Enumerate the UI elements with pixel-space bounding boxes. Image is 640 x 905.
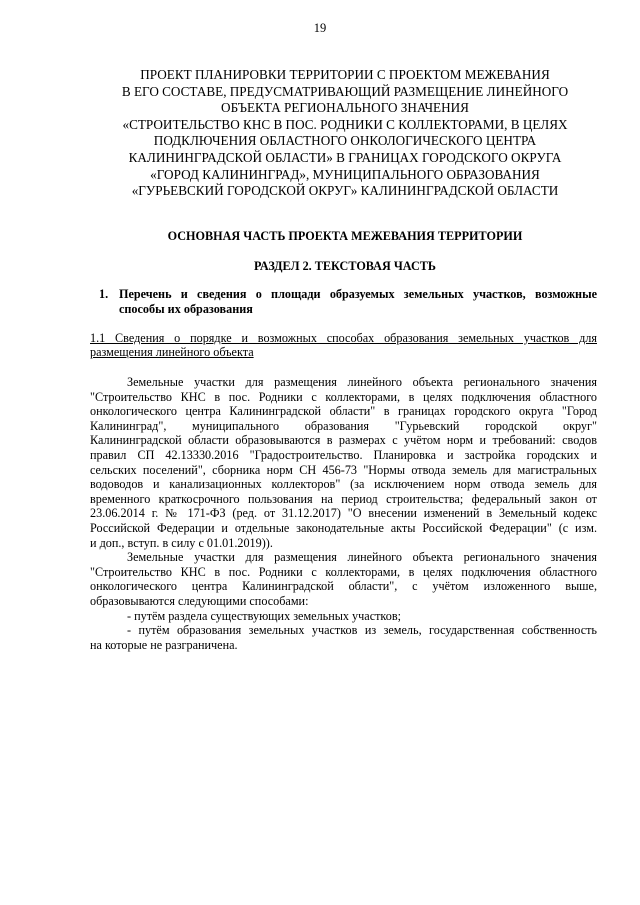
text-line: водоводов и канализационных коллекторов" (за исключением норм отвода земель для [90,477,597,492]
text-line: Калининград", муниципального образования "Гурьевский городской округ" [90,418,597,433]
bullet-item-continuation: на которые не разграничена. [90,637,238,652]
body-text [90,375,597,652]
section-heading: РАЗДЕЛ 2. ТЕКСТОВАЯ ЧАСТЬ [254,259,436,273]
paragraph-1 [90,375,597,550]
text-line: и доп., вступ. в силу с 01.01.2019)). [90,535,273,550]
title-line: ПРОЕКТ ПЛАНИРОВКИ ТЕРРИТОРИИ С ПРОЕКТОМ МЕЖЕВАНИЯ [140,67,550,82]
subsection-line: размещения линейного объекта [90,345,254,359]
text-line: сельских поселений", сборника норм СН 456-73 "Нормы отвода земель для магистральных [90,462,597,477]
text-line: 23.06.2014 г. № 171-ФЗ (ред. от 31.12.2017) "О внесении изменений в Земельный кодекс [90,506,597,521]
text-line: "Строительство КНС в пос. Родники с коллекторами, в целях подключения областного [90,389,597,404]
text-line: образовываются следующими способами: [90,593,309,608]
main-heading: ОСНОВНАЯ ЧАСТЬ ПРОЕКТА МЕЖЕВАНИЯ ТЕРРИТОРИИ [167,229,523,243]
title-line: «ГОРОД КАЛИНИНГРАД», МУНИЦИПАЛЬНОГО ОБРАЗОВАНИЯ [150,166,540,182]
item-number: 1. [99,287,109,301]
paragraph-2 [90,550,597,608]
subsection-line: 1.1 Сведения о порядке и возможных способах образования земельных участков для [90,331,597,345]
text-line: временного краткосрочного пользования на период строительства; федеральный закон от [90,491,597,506]
title-line: КАЛИНИНГРАДСКОЙ ОБЛАСТИ» В ГРАНИЦАХ ГОРОДСКОГО ОКРУГА [128,149,562,165]
bullet-item: - путём раздела существующих земельных участков; [127,608,401,623]
item-text-line: Перечень и сведения о площади образуемых земельных участков, возможные [119,287,597,301]
bullet-list [90,609,597,653]
text-line: Земельные участки для размещения линейного объекта регионального значения [127,550,597,565]
page-number: 19 [313,21,327,35]
item-text [119,287,597,317]
title-line: ОБЪЕКТА РЕГИОНАЛЬНОГО ЗНАЧЕНИЯ [221,100,469,116]
title-line: «СТРОИТЕЛЬСТВО КНС В ПОС. РОДНИКИ С КОЛЛЕКТОРАМИ, В ЦЕЛЯХ [122,116,568,132]
text-line: онкологического центра Калининградской области" в границах городского округа "Город [90,404,597,419]
text-line: Земельные участки для размещения линейного объекта регионального значения [127,375,597,389]
text-line: "Строительство КНС в пос. Родники с коллекторами, в целях подключения областного [90,564,597,579]
bullet-item: - путём образования земельных участков из земель, государственная собственность [127,623,597,638]
title-line: «ГУРЬЕВСКИЙ ГОРОДСКОЙ ОКРУГ» КАЛИНИНГРАДСКОЙ ОБЛАСТИ [131,183,559,199]
subsection-heading [90,331,597,359]
text-line: правил СП 42.13330.2016 "Градостроительство. Планировка и застройка городских и [90,447,597,462]
title-line: ПОДКЛЮЧЕНИЯ ОБЛАСТНОГО ОНКОЛОГИЧЕСКОГО ЦЕНТРА [153,133,537,149]
title-line: В ЕГО СОСТАВЕ, ПРЕДУСМАТРИВАЮЩИЙ РАЗМЕЩЕНИЕ ЛИНЕЙНОГО [121,83,569,99]
item-text-line: способы их образования [119,302,253,316]
text-line: онкологического центра Калининградской области", с учётом изложенного выше, [90,579,597,594]
text-line: Российской Федерации и отдельные законодательные акты Российской Федерации" (с изм. [90,520,597,535]
document-title [90,67,600,200]
text-line: Калининградской области образовываются в размерах с учётом норм и требований: сводов [90,433,597,448]
numbered-heading-item [99,287,597,317]
